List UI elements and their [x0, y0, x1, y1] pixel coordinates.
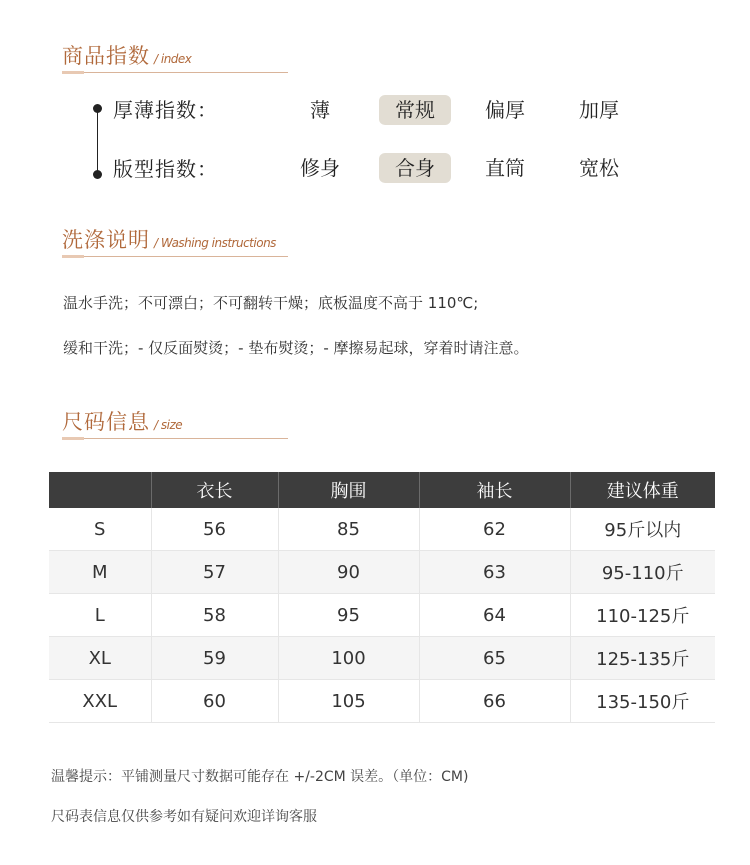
- thickness-option: 加厚: [579, 98, 619, 122]
- size-table: [49, 472, 715, 723]
- weight-cell: 125-135斤: [570, 637, 715, 680]
- fit-option: 修身: [300, 156, 340, 180]
- sleeve-cell: 66: [419, 680, 570, 723]
- size-cell: S: [49, 508, 151, 551]
- length-cell: 59: [151, 637, 278, 680]
- header-cell: 衣长: [151, 472, 278, 508]
- size-title-zh: 尺码信息: [62, 410, 150, 434]
- chest-cell: 85: [278, 508, 419, 551]
- fit-label: 版型指数：: [113, 157, 218, 181]
- sleeve-cell: 65: [419, 637, 570, 680]
- fit-option: 直筒: [485, 156, 525, 180]
- length-cell: 57: [151, 551, 278, 594]
- table-row: [49, 551, 715, 594]
- index-connector-line: [97, 108, 98, 174]
- thickness-label: 厚薄指数：: [113, 98, 218, 122]
- table-row: [49, 594, 715, 637]
- wash-title-zh: 洗涤说明: [62, 228, 150, 252]
- chest-cell: 100: [278, 637, 419, 680]
- index-divider-mark: [62, 71, 84, 74]
- thickness-option: 偏厚: [485, 98, 525, 122]
- table-row: [49, 637, 715, 680]
- wash-divider-mark: [62, 255, 84, 258]
- header-cell: [49, 472, 151, 508]
- wash-line-2: 缓和干洗；- 仅反面熨烫；- 垫布熨烫；- 摩擦易起球，穿着时请注意。: [63, 339, 529, 357]
- wash-divider: [62, 256, 288, 257]
- fit-bullet: [93, 170, 102, 179]
- header-cell: 袖长: [419, 472, 570, 508]
- weight-cell: 110-125斤: [570, 594, 715, 637]
- measurement-note: 温馨提示：平铺测量尺寸数据可能存在 +/-2CM 误差。（单位：CM): [51, 769, 469, 785]
- chest-cell: 90: [278, 551, 419, 594]
- wash-line-1: 温水手洗；不可漂白；不可翻转干燥；底板温度不高于 110℃;: [63, 294, 479, 312]
- size-cell: M: [49, 551, 151, 594]
- sleeve-cell: 64: [419, 594, 570, 637]
- length-cell: 56: [151, 508, 278, 551]
- header-cell: 建议体重: [570, 472, 715, 508]
- size-cell: XXL: [49, 680, 151, 723]
- wash-section-title: [62, 224, 276, 254]
- size-title-en: / size: [154, 418, 183, 432]
- header-cell: 胸围: [278, 472, 419, 508]
- table-row: [49, 508, 715, 551]
- chest-cell: 95: [278, 594, 419, 637]
- index-section-title: [62, 40, 191, 70]
- sleeve-cell: 62: [419, 508, 570, 551]
- length-cell: 60: [151, 680, 278, 723]
- wash-title-en: / Washing instructions: [154, 236, 276, 250]
- thickness-option: 薄: [310, 98, 330, 122]
- size-divider-mark: [62, 437, 84, 440]
- thickness-bullet: [93, 104, 102, 113]
- index-title-en: / index: [154, 52, 192, 66]
- size-cell: L: [49, 594, 151, 637]
- reference-note: 尺码表信息仅供参考如有疑问欢迎详询客服: [51, 809, 317, 825]
- weight-cell: 95-110斤: [570, 551, 715, 594]
- size-divider: [62, 438, 288, 439]
- size-table-header: [49, 472, 715, 508]
- table-row: [49, 680, 715, 723]
- sleeve-cell: 63: [419, 551, 570, 594]
- weight-cell: 95斤以内: [570, 508, 715, 551]
- thickness-option: 常规: [379, 95, 451, 125]
- chest-cell: 105: [278, 680, 419, 723]
- size-cell: XL: [49, 637, 151, 680]
- index-divider: [62, 72, 288, 73]
- size-section-title: [62, 406, 182, 436]
- fit-option: 合身: [379, 153, 451, 183]
- index-title-zh: 商品指数: [62, 44, 150, 68]
- weight-cell: 135-150斤: [570, 680, 715, 723]
- fit-option: 宽松: [579, 156, 619, 180]
- length-cell: 58: [151, 594, 278, 637]
